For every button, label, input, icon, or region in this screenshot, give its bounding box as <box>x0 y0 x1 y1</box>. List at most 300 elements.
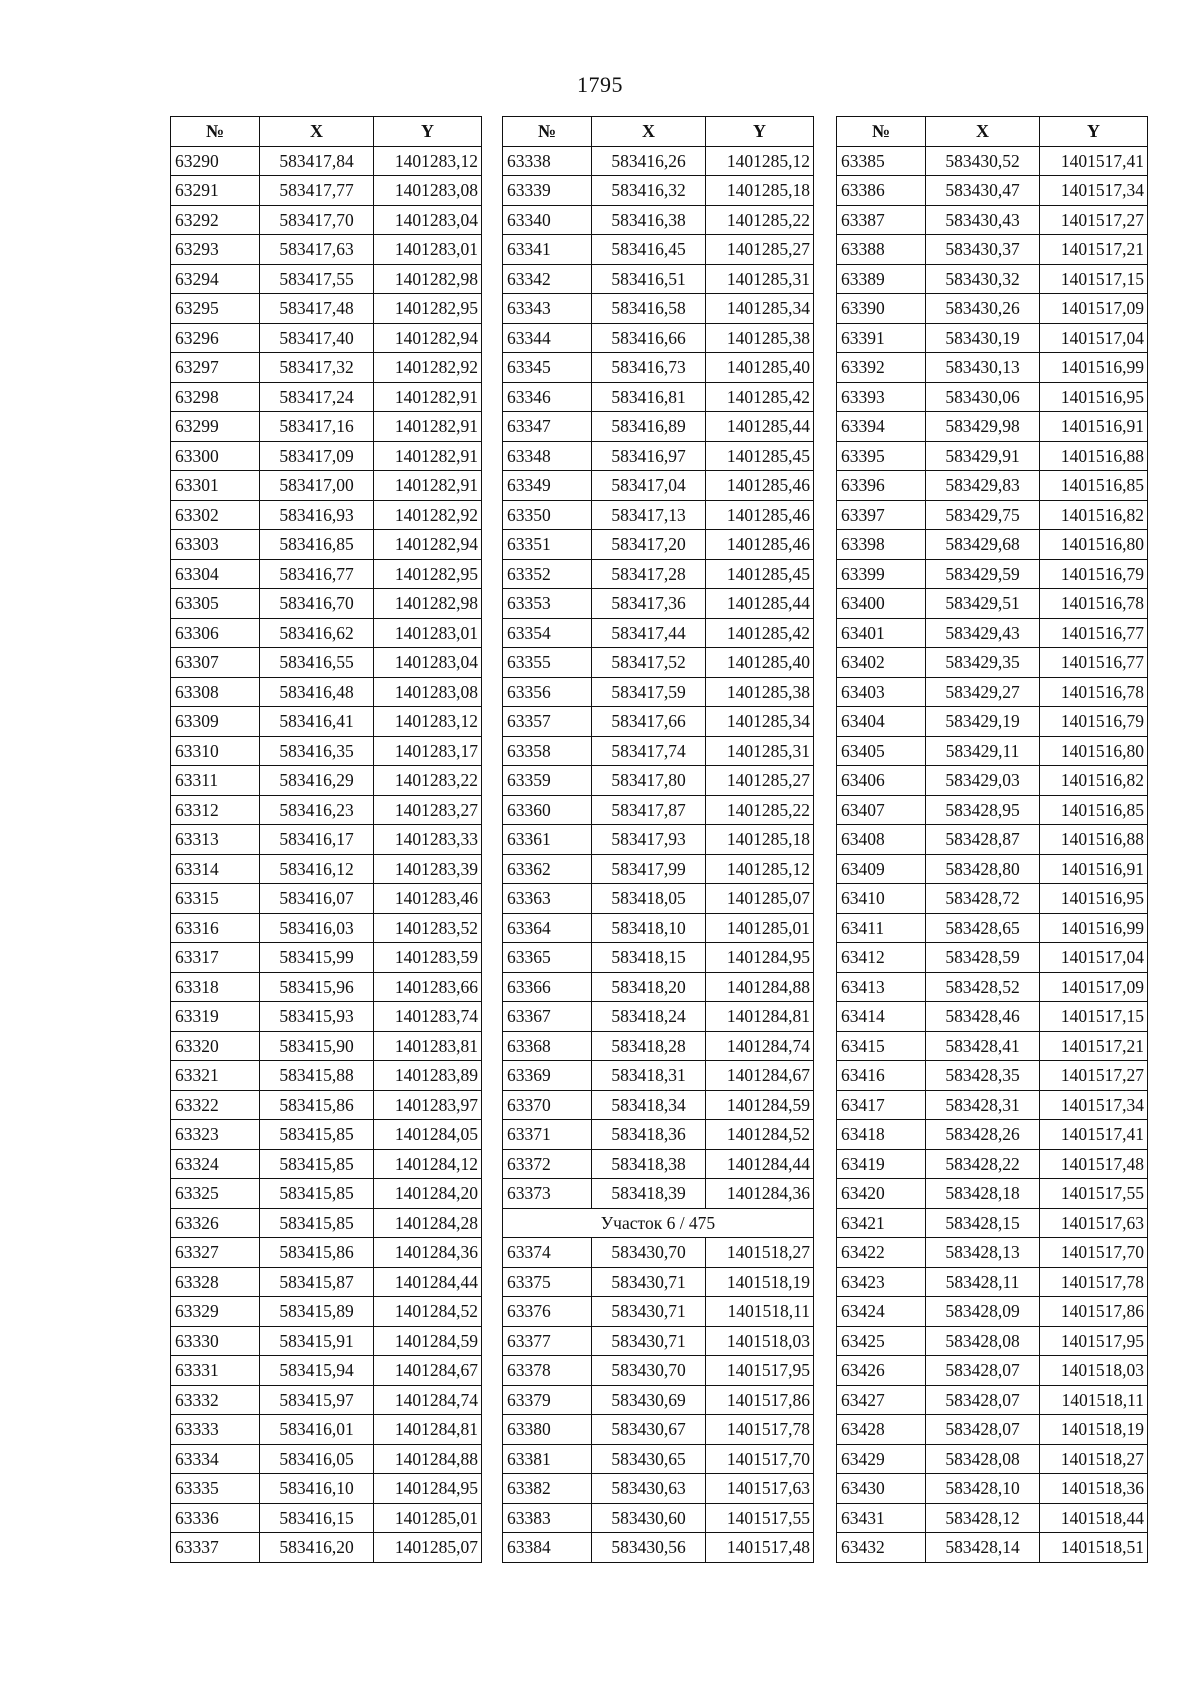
x-coordinate: 583428,15 <box>926 1208 1040 1238</box>
table-row <box>171 1415 482 1445</box>
point-number: 63309 <box>171 707 260 737</box>
table-row <box>171 1503 482 1533</box>
point-number: 63375 <box>503 1267 592 1297</box>
x-coordinate: 583430,67 <box>592 1415 706 1445</box>
table-row <box>171 1267 482 1297</box>
x-coordinate: 583428,59 <box>926 943 1040 973</box>
x-coordinate: 583430,47 <box>926 176 1040 206</box>
table-row <box>503 1356 814 1386</box>
y-coordinate: 1401517,55 <box>1040 1179 1148 1209</box>
table-header-row <box>837 117 1148 147</box>
point-number: 63302 <box>171 500 260 530</box>
x-coordinate: 583428,95 <box>926 795 1040 825</box>
page-number: 1795 <box>577 72 623 97</box>
point-number: 63307 <box>171 648 260 678</box>
x-coordinate: 583416,97 <box>592 441 706 471</box>
x-coordinate: 583428,09 <box>926 1297 1040 1327</box>
x-coordinate: 583418,36 <box>592 1120 706 1150</box>
y-coordinate: 1401283,89 <box>374 1061 482 1091</box>
x-coordinate: 583428,80 <box>926 854 1040 884</box>
point-number: 63413 <box>837 972 926 1002</box>
table-row <box>171 353 482 383</box>
point-number: 63298 <box>171 382 260 412</box>
point-number: 63382 <box>503 1474 592 1504</box>
x-coordinate: 583416,51 <box>592 264 706 294</box>
x-coordinate: 583417,80 <box>592 766 706 796</box>
point-number: 63306 <box>171 618 260 648</box>
point-number: 63374 <box>503 1238 592 1268</box>
y-coordinate: 1401516,80 <box>1040 736 1148 766</box>
y-coordinate: 1401283,81 <box>374 1031 482 1061</box>
table-row <box>503 736 814 766</box>
table-row <box>837 884 1148 914</box>
y-coordinate: 1401517,70 <box>1040 1238 1148 1268</box>
table-row <box>171 146 482 176</box>
x-coordinate: 583415,88 <box>260 1061 374 1091</box>
table-row <box>837 972 1148 1002</box>
y-coordinate: 1401284,12 <box>374 1149 482 1179</box>
point-number: 63363 <box>503 884 592 914</box>
y-coordinate: 1401282,91 <box>374 441 482 471</box>
x-coordinate: 583415,93 <box>260 1002 374 1032</box>
y-coordinate: 1401517,70 <box>706 1444 814 1474</box>
y-coordinate: 1401516,77 <box>1040 618 1148 648</box>
x-coordinate: 583418,15 <box>592 943 706 973</box>
table-row <box>503 648 814 678</box>
table-row <box>837 1002 1148 1032</box>
x-coordinate: 583416,10 <box>260 1474 374 1504</box>
table-row <box>503 1503 814 1533</box>
x-coordinate: 583430,60 <box>592 1503 706 1533</box>
table-row <box>171 795 482 825</box>
x-coordinate: 583429,51 <box>926 589 1040 619</box>
table-row <box>503 1474 814 1504</box>
x-coordinate: 583430,65 <box>592 1444 706 1474</box>
x-coordinate: 583416,32 <box>592 176 706 206</box>
y-coordinate: 1401517,55 <box>706 1503 814 1533</box>
point-number: 63366 <box>503 972 592 1002</box>
table-row <box>837 795 1148 825</box>
point-number: 63319 <box>171 1002 260 1032</box>
x-coordinate: 583417,04 <box>592 471 706 501</box>
y-coordinate: 1401285,12 <box>706 854 814 884</box>
table-row <box>503 913 814 943</box>
x-coordinate: 583417,09 <box>260 441 374 471</box>
x-coordinate: 583429,03 <box>926 766 1040 796</box>
y-coordinate: 1401282,92 <box>374 353 482 383</box>
point-number: 63294 <box>171 264 260 294</box>
point-number: 63400 <box>837 589 926 619</box>
y-coordinate: 1401284,95 <box>706 943 814 973</box>
point-number: 63343 <box>503 294 592 324</box>
point-number: 63396 <box>837 471 926 501</box>
table-row <box>837 323 1148 353</box>
section-label: Участок 6 / 475 <box>503 1208 814 1238</box>
y-coordinate: 1401285,22 <box>706 795 814 825</box>
x-coordinate: 583430,26 <box>926 294 1040 324</box>
y-coordinate: 1401284,36 <box>374 1238 482 1268</box>
table-row <box>503 205 814 235</box>
table-row <box>171 1031 482 1061</box>
x-coordinate: 583418,05 <box>592 884 706 914</box>
table-row <box>837 707 1148 737</box>
point-number: 63402 <box>837 648 926 678</box>
table-row <box>171 943 482 973</box>
header-x: X <box>592 117 706 147</box>
table-row <box>171 1179 482 1209</box>
point-number: 63414 <box>837 1002 926 1032</box>
x-coordinate: 583428,65 <box>926 913 1040 943</box>
point-number: 63431 <box>837 1503 926 1533</box>
x-coordinate: 583416,26 <box>592 146 706 176</box>
x-coordinate: 583417,70 <box>260 205 374 235</box>
point-number: 63364 <box>503 913 592 943</box>
x-coordinate: 583417,28 <box>592 559 706 589</box>
header-y: Y <box>1040 117 1148 147</box>
y-coordinate: 1401285,46 <box>706 530 814 560</box>
x-coordinate: 583430,32 <box>926 264 1040 294</box>
table-row <box>837 294 1148 324</box>
x-coordinate: 583415,86 <box>260 1090 374 1120</box>
x-coordinate: 583430,06 <box>926 382 1040 412</box>
x-coordinate: 583428,07 <box>926 1356 1040 1386</box>
point-number: 63395 <box>837 441 926 471</box>
point-number: 63412 <box>837 943 926 973</box>
x-coordinate: 583417,84 <box>260 146 374 176</box>
x-coordinate: 583417,87 <box>592 795 706 825</box>
point-number: 63410 <box>837 884 926 914</box>
x-coordinate: 583416,58 <box>592 294 706 324</box>
point-number: 63416 <box>837 1061 926 1091</box>
y-coordinate: 1401517,15 <box>1040 264 1148 294</box>
y-coordinate: 1401516,77 <box>1040 648 1148 678</box>
x-coordinate: 583416,89 <box>592 412 706 442</box>
y-coordinate: 1401282,98 <box>374 589 482 619</box>
y-coordinate: 1401284,74 <box>706 1031 814 1061</box>
y-coordinate: 1401285,44 <box>706 589 814 619</box>
y-coordinate: 1401285,38 <box>706 323 814 353</box>
point-number: 63339 <box>503 176 592 206</box>
table-row <box>837 1385 1148 1415</box>
x-coordinate: 583430,71 <box>592 1267 706 1297</box>
point-number: 63352 <box>503 559 592 589</box>
point-number: 63353 <box>503 589 592 619</box>
table-row <box>837 353 1148 383</box>
table-row <box>837 854 1148 884</box>
x-coordinate: 583428,07 <box>926 1385 1040 1415</box>
point-number: 63393 <box>837 382 926 412</box>
point-number: 63429 <box>837 1444 926 1474</box>
coordinates-table-3 <box>836 116 1148 1563</box>
y-coordinate: 1401518,11 <box>706 1297 814 1327</box>
x-coordinate: 583416,41 <box>260 707 374 737</box>
y-coordinate: 1401283,08 <box>374 176 482 206</box>
table-row <box>503 1179 814 1209</box>
point-number: 63419 <box>837 1149 926 1179</box>
x-coordinate: 583415,97 <box>260 1385 374 1415</box>
point-number: 63290 <box>171 146 260 176</box>
x-coordinate: 583416,70 <box>260 589 374 619</box>
y-coordinate: 1401282,95 <box>374 559 482 589</box>
x-coordinate: 583430,37 <box>926 235 1040 265</box>
point-number: 63329 <box>171 1297 260 1327</box>
table-row <box>503 1120 814 1150</box>
point-number: 63386 <box>837 176 926 206</box>
table-row <box>171 530 482 560</box>
point-number: 63344 <box>503 323 592 353</box>
table-row <box>837 1238 1148 1268</box>
x-coordinate: 583428,46 <box>926 1002 1040 1032</box>
table-row <box>837 1356 1148 1386</box>
table-row <box>503 677 814 707</box>
table-row <box>837 382 1148 412</box>
point-number: 63365 <box>503 943 592 973</box>
table-row <box>837 1503 1148 1533</box>
table-row <box>503 707 814 737</box>
point-number: 63291 <box>171 176 260 206</box>
y-coordinate: 1401285,45 <box>706 559 814 589</box>
y-coordinate: 1401516,99 <box>1040 913 1148 943</box>
y-coordinate: 1401518,19 <box>706 1267 814 1297</box>
y-coordinate: 1401284,36 <box>706 1179 814 1209</box>
x-coordinate: 583415,87 <box>260 1267 374 1297</box>
table-row <box>837 1061 1148 1091</box>
table-row <box>837 1474 1148 1504</box>
table-row <box>837 176 1148 206</box>
y-coordinate: 1401285,31 <box>706 264 814 294</box>
table-row <box>837 1120 1148 1150</box>
point-number: 63371 <box>503 1120 592 1150</box>
x-coordinate: 583416,81 <box>592 382 706 412</box>
y-coordinate: 1401283,46 <box>374 884 482 914</box>
table-row <box>503 1415 814 1445</box>
x-coordinate: 583416,35 <box>260 736 374 766</box>
point-number: 63292 <box>171 205 260 235</box>
table-row <box>171 884 482 914</box>
point-number: 63354 <box>503 618 592 648</box>
y-coordinate: 1401282,91 <box>374 412 482 442</box>
table-row <box>503 1533 814 1563</box>
y-coordinate: 1401284,88 <box>374 1444 482 1474</box>
x-coordinate: 583430,56 <box>592 1533 706 1563</box>
y-coordinate: 1401517,86 <box>1040 1297 1148 1327</box>
y-coordinate: 1401516,85 <box>1040 795 1148 825</box>
point-number: 63320 <box>171 1031 260 1061</box>
table-row <box>171 500 482 530</box>
point-number: 63422 <box>837 1238 926 1268</box>
table-row <box>171 471 482 501</box>
point-number: 63379 <box>503 1385 592 1415</box>
y-coordinate: 1401516,78 <box>1040 589 1148 619</box>
y-coordinate: 1401284,74 <box>374 1385 482 1415</box>
y-coordinate: 1401516,79 <box>1040 559 1148 589</box>
table-row <box>837 471 1148 501</box>
point-number: 63385 <box>837 146 926 176</box>
header-y: Y <box>706 117 814 147</box>
y-coordinate: 1401283,59 <box>374 943 482 973</box>
table-row <box>837 146 1148 176</box>
point-number: 63346 <box>503 382 592 412</box>
table-row <box>503 825 814 855</box>
table-row <box>171 618 482 648</box>
x-coordinate: 583415,85 <box>260 1149 374 1179</box>
point-number: 63399 <box>837 559 926 589</box>
point-number: 63389 <box>837 264 926 294</box>
point-number: 63428 <box>837 1415 926 1445</box>
table-row <box>837 1208 1148 1238</box>
x-coordinate: 583430,70 <box>592 1238 706 1268</box>
table-row <box>503 382 814 412</box>
point-number: 63418 <box>837 1120 926 1150</box>
point-number: 63372 <box>503 1149 592 1179</box>
point-number: 63391 <box>837 323 926 353</box>
table-row <box>171 1208 482 1238</box>
point-number: 63373 <box>503 1179 592 1209</box>
y-coordinate: 1401518,51 <box>1040 1533 1148 1563</box>
x-coordinate: 583417,44 <box>592 618 706 648</box>
point-number: 63407 <box>837 795 926 825</box>
table-row <box>171 441 482 471</box>
table-row <box>837 589 1148 619</box>
x-coordinate: 583428,31 <box>926 1090 1040 1120</box>
table-row <box>171 1356 482 1386</box>
table-row <box>171 736 482 766</box>
table-row <box>503 1385 814 1415</box>
x-coordinate: 583429,91 <box>926 441 1040 471</box>
x-coordinate: 583416,93 <box>260 500 374 530</box>
x-coordinate: 583430,71 <box>592 1326 706 1356</box>
table-row <box>837 1031 1148 1061</box>
point-number: 63305 <box>171 589 260 619</box>
point-number: 63401 <box>837 618 926 648</box>
point-number: 63369 <box>503 1061 592 1091</box>
table-row <box>837 766 1148 796</box>
table-row <box>503 1238 814 1268</box>
y-coordinate: 1401516,91 <box>1040 412 1148 442</box>
table-row <box>171 1090 482 1120</box>
point-number: 63313 <box>171 825 260 855</box>
y-coordinate: 1401283,12 <box>374 707 482 737</box>
point-number: 63317 <box>171 943 260 973</box>
point-number: 63424 <box>837 1297 926 1327</box>
table-row <box>171 1385 482 1415</box>
table-row <box>171 1061 482 1091</box>
table-row <box>503 1297 814 1327</box>
x-coordinate: 583417,16 <box>260 412 374 442</box>
point-number: 63318 <box>171 972 260 1002</box>
table-row <box>503 972 814 1002</box>
x-coordinate: 583428,08 <box>926 1326 1040 1356</box>
table-row <box>837 412 1148 442</box>
table-row <box>503 559 814 589</box>
point-number: 63425 <box>837 1326 926 1356</box>
header-x: X <box>926 117 1040 147</box>
table-row <box>503 854 814 884</box>
table-row <box>837 1444 1148 1474</box>
table-row <box>171 1238 482 1268</box>
point-number: 63342 <box>503 264 592 294</box>
y-coordinate: 1401282,91 <box>374 382 482 412</box>
x-coordinate: 583416,62 <box>260 618 374 648</box>
table-row <box>503 412 814 442</box>
table-row <box>503 264 814 294</box>
table-row <box>503 1149 814 1179</box>
table-row <box>171 323 482 353</box>
x-coordinate: 583429,35 <box>926 648 1040 678</box>
table-row <box>171 707 482 737</box>
x-coordinate: 583417,99 <box>592 854 706 884</box>
point-number: 63296 <box>171 323 260 353</box>
x-coordinate: 583416,12 <box>260 854 374 884</box>
table-row <box>171 1444 482 1474</box>
x-coordinate: 583430,63 <box>592 1474 706 1504</box>
table-row <box>171 382 482 412</box>
y-coordinate: 1401518,03 <box>1040 1356 1148 1386</box>
point-number: 63417 <box>837 1090 926 1120</box>
y-coordinate: 1401517,95 <box>706 1356 814 1386</box>
table-row <box>837 618 1148 648</box>
point-number: 63367 <box>503 1002 592 1032</box>
point-number: 63333 <box>171 1415 260 1445</box>
point-number: 63388 <box>837 235 926 265</box>
x-coordinate: 583428,08 <box>926 1444 1040 1474</box>
y-coordinate: 1401283,27 <box>374 795 482 825</box>
point-number: 63314 <box>171 854 260 884</box>
point-number: 63426 <box>837 1356 926 1386</box>
point-number: 63355 <box>503 648 592 678</box>
y-coordinate: 1401285,01 <box>374 1503 482 1533</box>
y-coordinate: 1401517,63 <box>1040 1208 1148 1238</box>
point-number: 63411 <box>837 913 926 943</box>
table-row <box>171 854 482 884</box>
y-coordinate: 1401517,09 <box>1040 972 1148 1002</box>
table-row <box>837 943 1148 973</box>
point-number: 63304 <box>171 559 260 589</box>
y-coordinate: 1401285,18 <box>706 825 814 855</box>
y-coordinate: 1401284,95 <box>374 1474 482 1504</box>
point-number: 63370 <box>503 1090 592 1120</box>
y-coordinate: 1401284,59 <box>374 1326 482 1356</box>
coordinates-table-1 <box>170 116 482 1563</box>
point-number: 63321 <box>171 1061 260 1091</box>
x-coordinate: 583416,77 <box>260 559 374 589</box>
y-coordinate: 1401284,88 <box>706 972 814 1002</box>
x-coordinate: 583417,74 <box>592 736 706 766</box>
point-number: 63421 <box>837 1208 926 1238</box>
point-number: 63359 <box>503 766 592 796</box>
point-number: 63299 <box>171 412 260 442</box>
x-coordinate: 583428,12 <box>926 1503 1040 1533</box>
x-coordinate: 583428,07 <box>926 1415 1040 1445</box>
y-coordinate: 1401517,15 <box>1040 1002 1148 1032</box>
x-coordinate: 583417,36 <box>592 589 706 619</box>
y-coordinate: 1401517,34 <box>1040 176 1148 206</box>
table-row <box>171 1002 482 1032</box>
point-number: 63420 <box>837 1179 926 1209</box>
point-number: 63322 <box>171 1090 260 1120</box>
table-row <box>503 795 814 825</box>
y-coordinate: 1401517,48 <box>1040 1149 1148 1179</box>
table-row <box>171 913 482 943</box>
x-coordinate: 583415,89 <box>260 1297 374 1327</box>
header-x: X <box>260 117 374 147</box>
point-number: 63392 <box>837 353 926 383</box>
y-coordinate: 1401285,46 <box>706 500 814 530</box>
y-coordinate: 1401284,52 <box>706 1120 814 1150</box>
y-coordinate: 1401284,05 <box>374 1120 482 1150</box>
y-coordinate: 1401282,98 <box>374 264 482 294</box>
x-coordinate: 583415,94 <box>260 1356 374 1386</box>
